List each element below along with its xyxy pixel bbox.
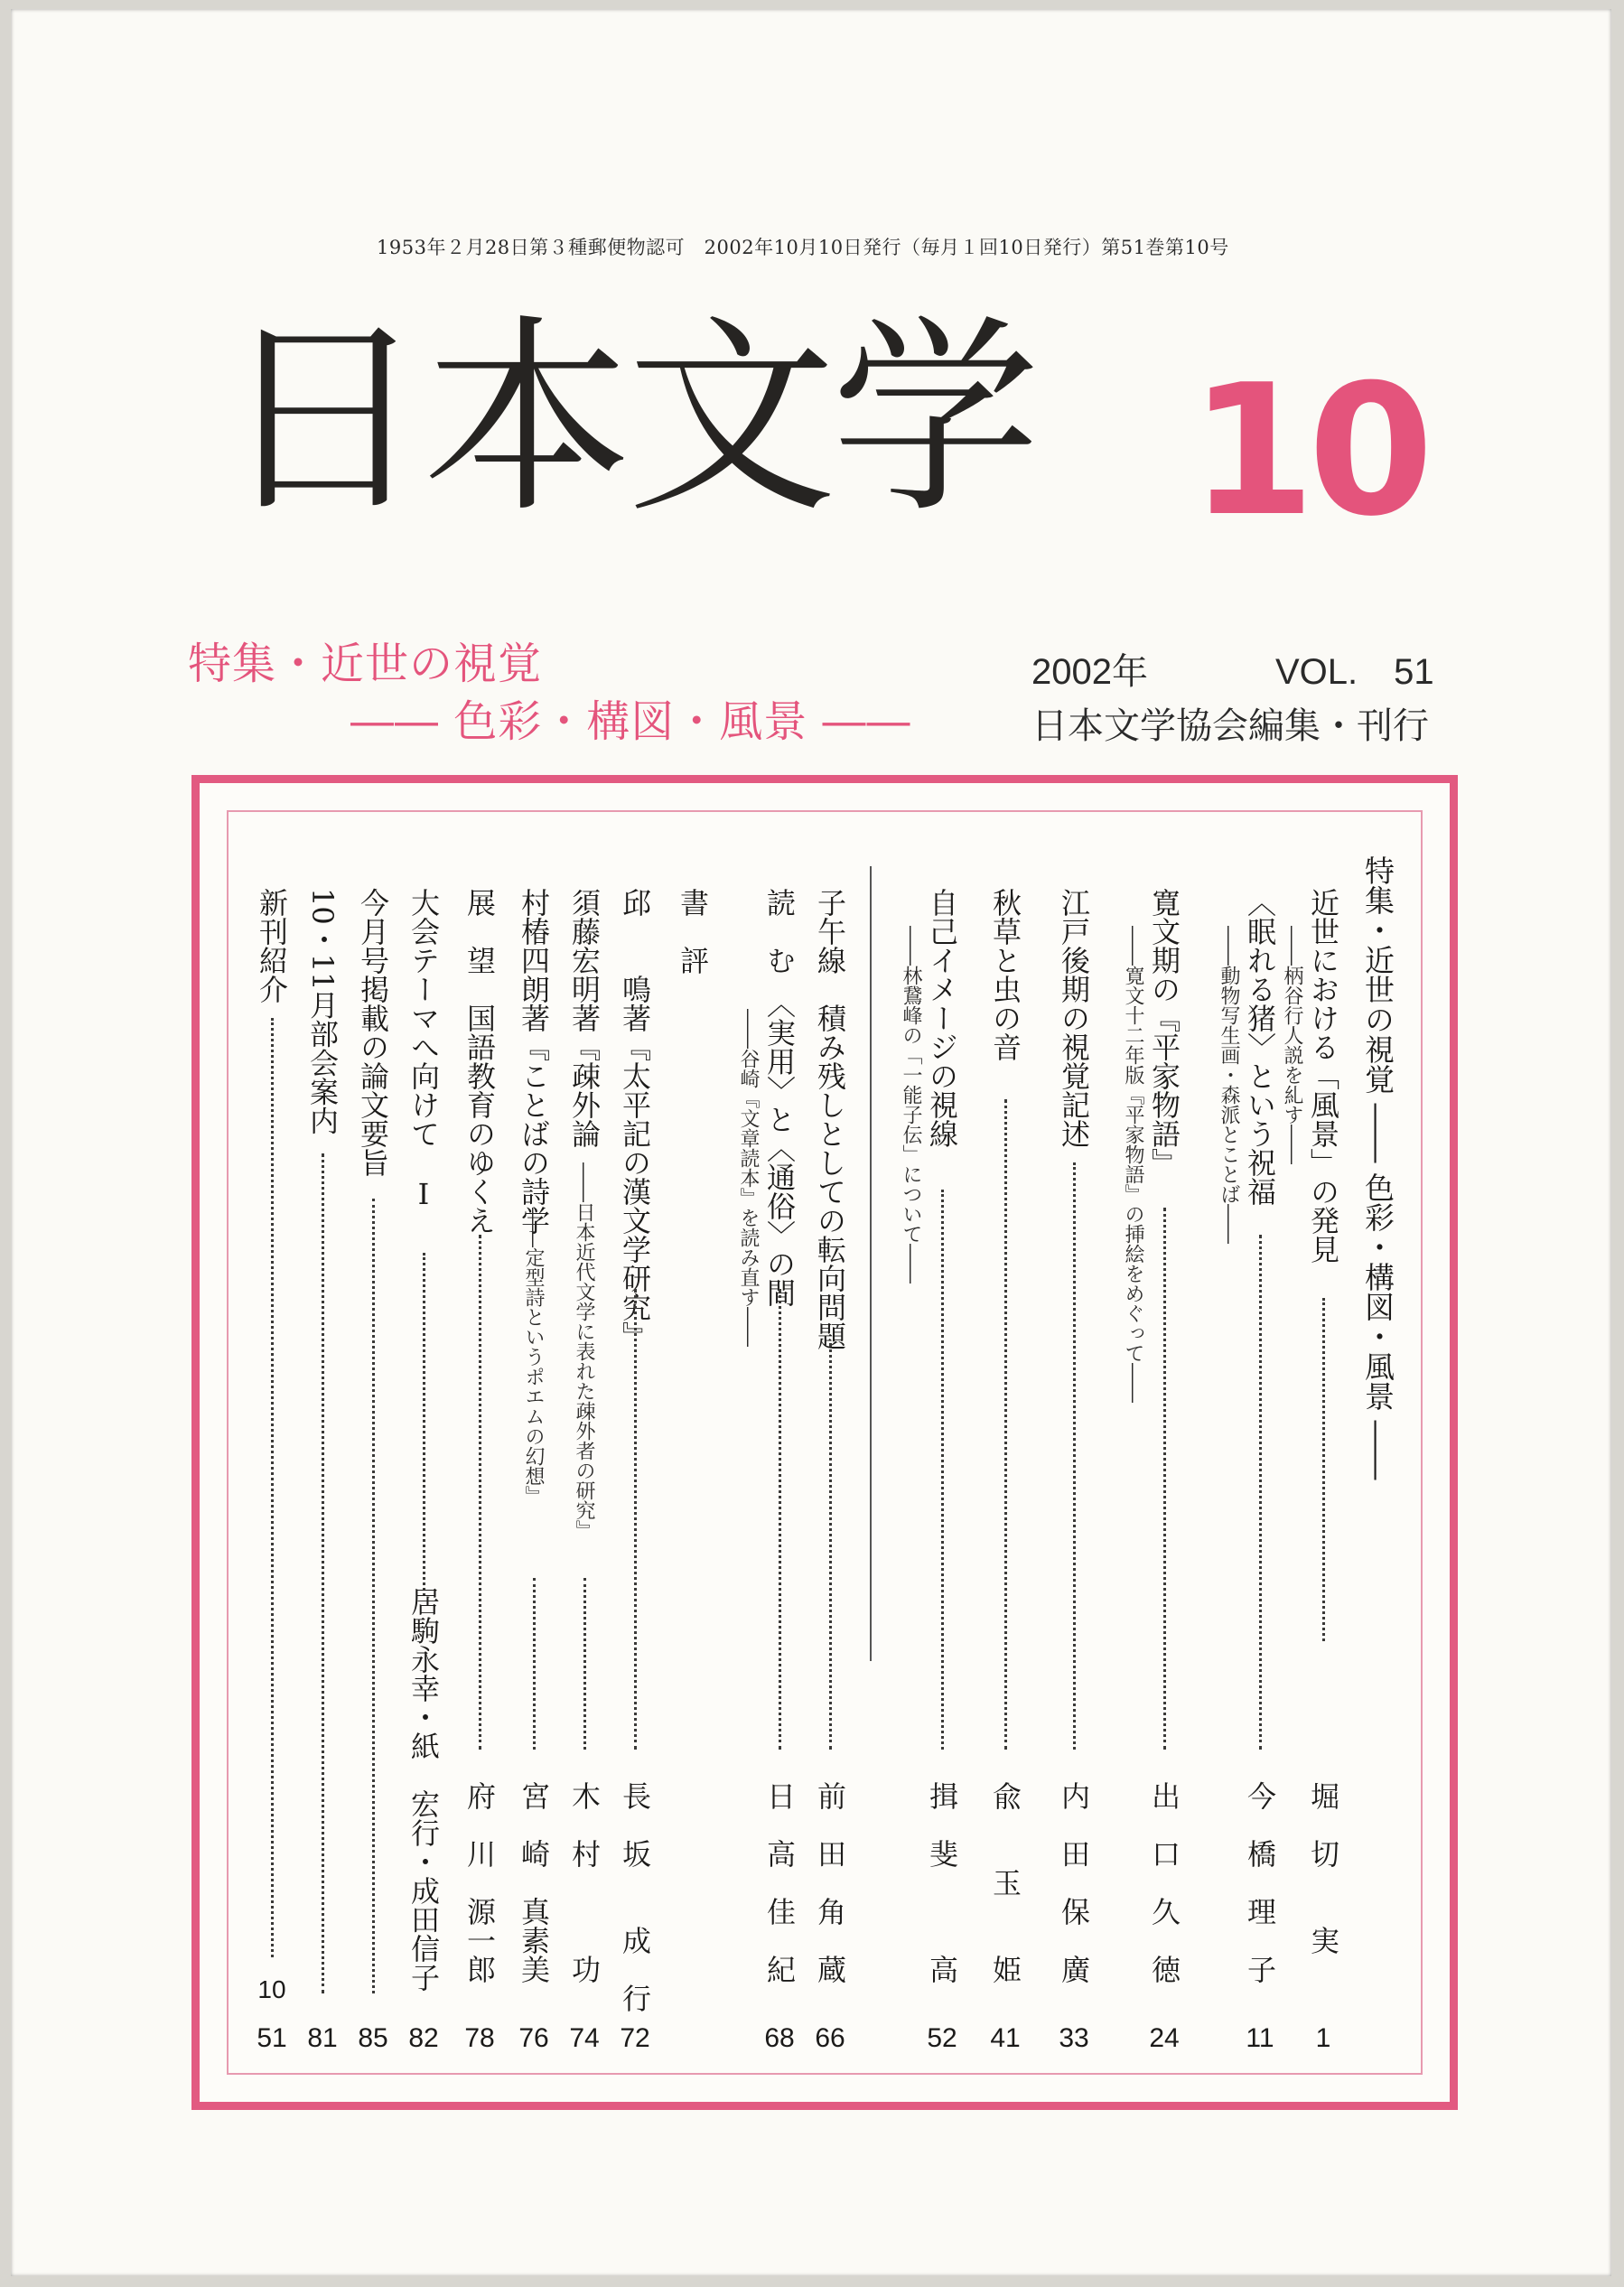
issue-number: 10 (1190, 346, 1427, 556)
toc-leader-dots (271, 1018, 274, 1957)
toc-entry-author: 居駒永幸・紙 宏行・成田信子 (406, 1587, 441, 1992)
toc-entry-title: 近世における「風景」の発見 (1306, 888, 1340, 1264)
toc-leader-dots (533, 1578, 536, 1750)
toc-leader-dots (779, 1289, 781, 1750)
toc-leader-dots (322, 1153, 324, 1993)
toc-entry-author: 兪 玉 姫 (988, 1781, 1022, 1984)
toc-entry-page-prefix: 10 (257, 1975, 286, 2003)
toc-entry-title: 新刊紹介 (255, 888, 289, 1003)
toc-entry-author: 木 村 功 (567, 1781, 602, 1984)
feature-title: 特集・近世の視覚 (188, 639, 543, 689)
toc-entry-author: 揖 斐 高 (925, 1781, 959, 1984)
toc-entry-page: 81 (307, 2023, 338, 2053)
table-of-contents (191, 775, 1458, 2110)
toc-entry-title: 今月号掲載の論文要旨 (356, 888, 390, 1177)
toc-leader-dots (1322, 1298, 1325, 1641)
toc-entry-title: 江戸後期の視覚記述 (1057, 888, 1091, 1148)
toc-leader-dots (1259, 1235, 1262, 1750)
toc-section-heading: 書 評 (676, 888, 710, 975)
toc-entry-page: 41 (990, 2023, 1021, 2053)
toc-leader-dots (1004, 1099, 1007, 1750)
magazine-cover (11, 9, 1611, 2276)
toc-entry-page: 74 (569, 2023, 600, 2053)
magazine-title: 日本文学 (219, 297, 1036, 541)
toc-entry-subtitle: ――寛文十二年版『平家物語』の挿絵をめぐって―― (1122, 926, 1144, 1403)
toc-entry-author: 府 川 源一郎 (462, 1781, 497, 1984)
toc-entry-title: 村椿四朗著『ことばの詩学 (517, 888, 551, 1235)
toc-leader-dots (583, 1578, 586, 1750)
toc-entry-title: 邱 鳴著『太平記の漢文学研究』 (618, 888, 652, 1350)
toc-leader-dots (634, 1289, 637, 1750)
toc-entry-page: 85 (358, 2023, 388, 2053)
toc-entry-subtitle: ――柄谷行人説を糺す―― (1281, 926, 1303, 1164)
publisher-line: 日本文学協会編集・刊行 (1031, 705, 1429, 747)
toc-entry-subtitle: ――林鵞峰の「一能子伝」について―― (900, 926, 922, 1284)
toc-entry-page: 72 (620, 2023, 650, 2053)
toc-entry-page: 1 (1315, 2023, 1331, 2053)
toc-entry-title: 10・11月部会案内 (305, 888, 340, 1135)
toc-entry-page: 78 (464, 2023, 495, 2053)
toc-entry-author: 出 口 久 徳 (1147, 1781, 1181, 1984)
toc-entry-title: 自己イメージの視線 (925, 888, 959, 1148)
toc-leader-dots (941, 1190, 944, 1750)
toc-entry-title: 大会テーマへ向けて Ⅰ (406, 888, 441, 1211)
toc-entry-title: 〈眠れる猪〉という祝福 (1243, 888, 1277, 1206)
toc-entry-subtitle: ――動物写生画・森派とことば―― (1218, 926, 1240, 1244)
toc-entry-subtitle: ――日本近代文学に表れた疎外者の研究』 (573, 1162, 595, 1540)
toc-leader-dots (1163, 1208, 1166, 1750)
toc-entry-author: 長 坂 成 行 (618, 1781, 652, 2012)
toc-feature-heading: 特集・近世の視覚 ―― 色彩・構図・風景 ―― (1360, 855, 1395, 1480)
toc-entry-title: 須藤宏明著『疎外論 (567, 888, 602, 1148)
toc-leader-dots (1073, 1162, 1076, 1750)
feature-subtitle: ―― 色彩・構図・風景 ―― (350, 696, 911, 747)
postal-registration-line: 1953年２月28日第３種郵便物認可 2002年10月10日発行（毎月１回10日発行）第51巻第10号 (377, 237, 1229, 258)
toc-entry-author: 前 田 角 蔵 (813, 1781, 847, 1984)
toc-entry-page: 68 (764, 2023, 795, 2053)
toc-entry-page: 82 (408, 2023, 439, 2053)
toc-leader-dots (372, 1199, 375, 1993)
toc-leader-dots (829, 1343, 832, 1750)
toc-entry-page: 76 (518, 2023, 549, 2053)
toc-entry-subtitle: ――定型詩というポエムの幻想』 (522, 1208, 545, 1506)
toc-entry-title: 秋草と虫の音 (988, 888, 1022, 1061)
toc-entry-subtitle: ――谷崎『文章読本』を読み直す―― (737, 1009, 760, 1347)
publication-year: 2002年 (1031, 652, 1148, 692)
toc-entry-title: 展 望 国語教育のゆくえ (462, 888, 497, 1235)
toc-leader-dots (423, 1253, 425, 1596)
toc-entry-page: 24 (1149, 2023, 1180, 2053)
toc-entry-author: 内 田 保 廣 (1057, 1781, 1091, 1984)
toc-entry-page: 66 (815, 2023, 845, 2053)
toc-entry-author: 日 高 佳 紀 (762, 1781, 797, 1984)
toc-entry-page: 51 (257, 2023, 287, 2053)
toc-entry-author: 堀 切 実 (1306, 1781, 1340, 1955)
volume-number: VOL. 51 (1275, 652, 1434, 692)
toc-entry-page: 33 (1059, 2023, 1089, 2053)
toc-leader-dots (479, 1235, 481, 1750)
toc-entry-author: 今 橋 理 子 (1243, 1781, 1277, 1984)
toc-entry-title: 読 む 〈実用〉と〈通俗〉の間 (762, 888, 797, 1307)
toc-entry-title: 寛文期の『平家物語』 (1147, 888, 1181, 1177)
toc-entry-page: 52 (927, 2023, 957, 2053)
column-divider (870, 866, 872, 1661)
toc-entry-page: 11 (1246, 2023, 1274, 2053)
toc-entry-author: 宮 崎 真素美 (517, 1781, 551, 1984)
toc-entry-title: 子午線 積み残しとしての転向問題 (813, 888, 847, 1350)
